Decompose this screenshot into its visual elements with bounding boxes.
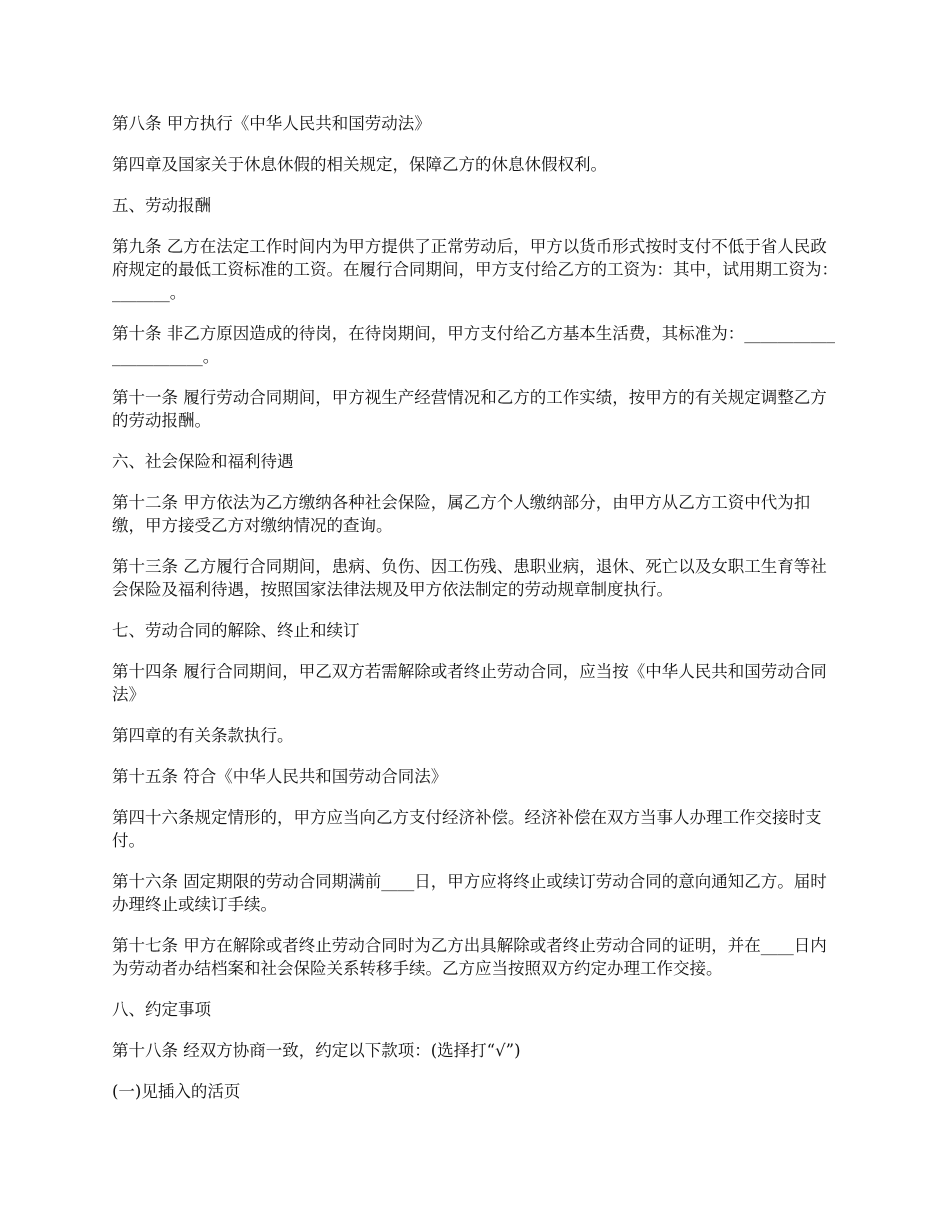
document-page bbox=[112, 112, 842, 1103]
article-11: 第十一条 履行劳动合同期间，甲方视生产经营情况和乙方的工作实绩，按甲方的有关规定调整乙方的劳动报酬。 bbox=[112, 388, 827, 430]
article-8-heading: 第八条 甲方执行《中华人民共和国劳动法》 bbox=[112, 114, 431, 133]
article-17: 第十七条 甲方在解除或者终止劳动合同时为乙方出具解除或者终止劳动合同的证明，并在____日内为劳动者办结档案和社会保险关系转移手续。乙方应当按照双方约定办理工作交接。 bbox=[112, 936, 827, 978]
article-16: 第十六条 固定期限的劳动合同期满前____日，甲方应将终止或续订劳动合同的意向通知乙方。届时办理终止或续订手续。 bbox=[112, 872, 827, 914]
article-15-body: 第四十六条规定情形的，甲方应当向乙方支付经济补偿。经济补偿在双方当事人办理工作交接时支付。 bbox=[112, 808, 822, 850]
article-9: 第九条 乙方在法定工作时间内为甲方提供了正常劳动后，甲方以货币形式按时支付不低于省人民政府规定的最低工资标准的工资。在履行合同期间，甲方支付给乙方的工资为：其中，试用期工资为：_______。 bbox=[112, 237, 838, 302]
article-10: 第十条 非乙方原因造成的待岗，在待岗期间，甲方支付给乙方基本生活费，其标准为：______________________。 bbox=[112, 324, 835, 366]
article-12: 第十二条 甲方依法为乙方缴纳各种社会保险，属乙方个人缴纳部分，由甲方从乙方工资中代为扣缴，甲方接受乙方对缴纳情况的查询。 bbox=[112, 493, 811, 535]
article-14-body: 第四章的有关条款执行。 bbox=[112, 726, 294, 745]
section-6-heading: 六、社会保险和福利待遇 bbox=[112, 452, 294, 471]
article-13: 第十三条 乙方履行合同期间，患病、负伤、因工伤残、患职业病，退休、死亡以及女职工生育等社会保险及福利待遇，按照国家法律法规及甲方依法制定的劳动规章制度执行。 bbox=[112, 557, 827, 599]
section-8-heading: 八、约定事项 bbox=[112, 1000, 211, 1019]
article-18: 第十八条 经双方协商一致，约定以下款项：(选择打“√”) bbox=[112, 1041, 521, 1060]
article-15-heading: 第十五条 符合《中华人民共和国劳动合同法》 bbox=[112, 767, 448, 786]
article-14-heading: 第十四条 履行合同期间，甲乙双方若需解除或者终止劳动合同，应当按《中华人民共和国劳动合同法》 bbox=[112, 662, 827, 704]
section-5-heading: 五、劳动报酬 bbox=[112, 196, 211, 215]
clause-1: (一)见插入的活页 bbox=[112, 1082, 241, 1101]
article-8-body: 第四章及国家关于休息休假的相关规定，保障乙方的休息休假权利。 bbox=[112, 155, 607, 174]
section-7-heading: 七、劳动合同的解除、终止和续订 bbox=[112, 621, 360, 640]
